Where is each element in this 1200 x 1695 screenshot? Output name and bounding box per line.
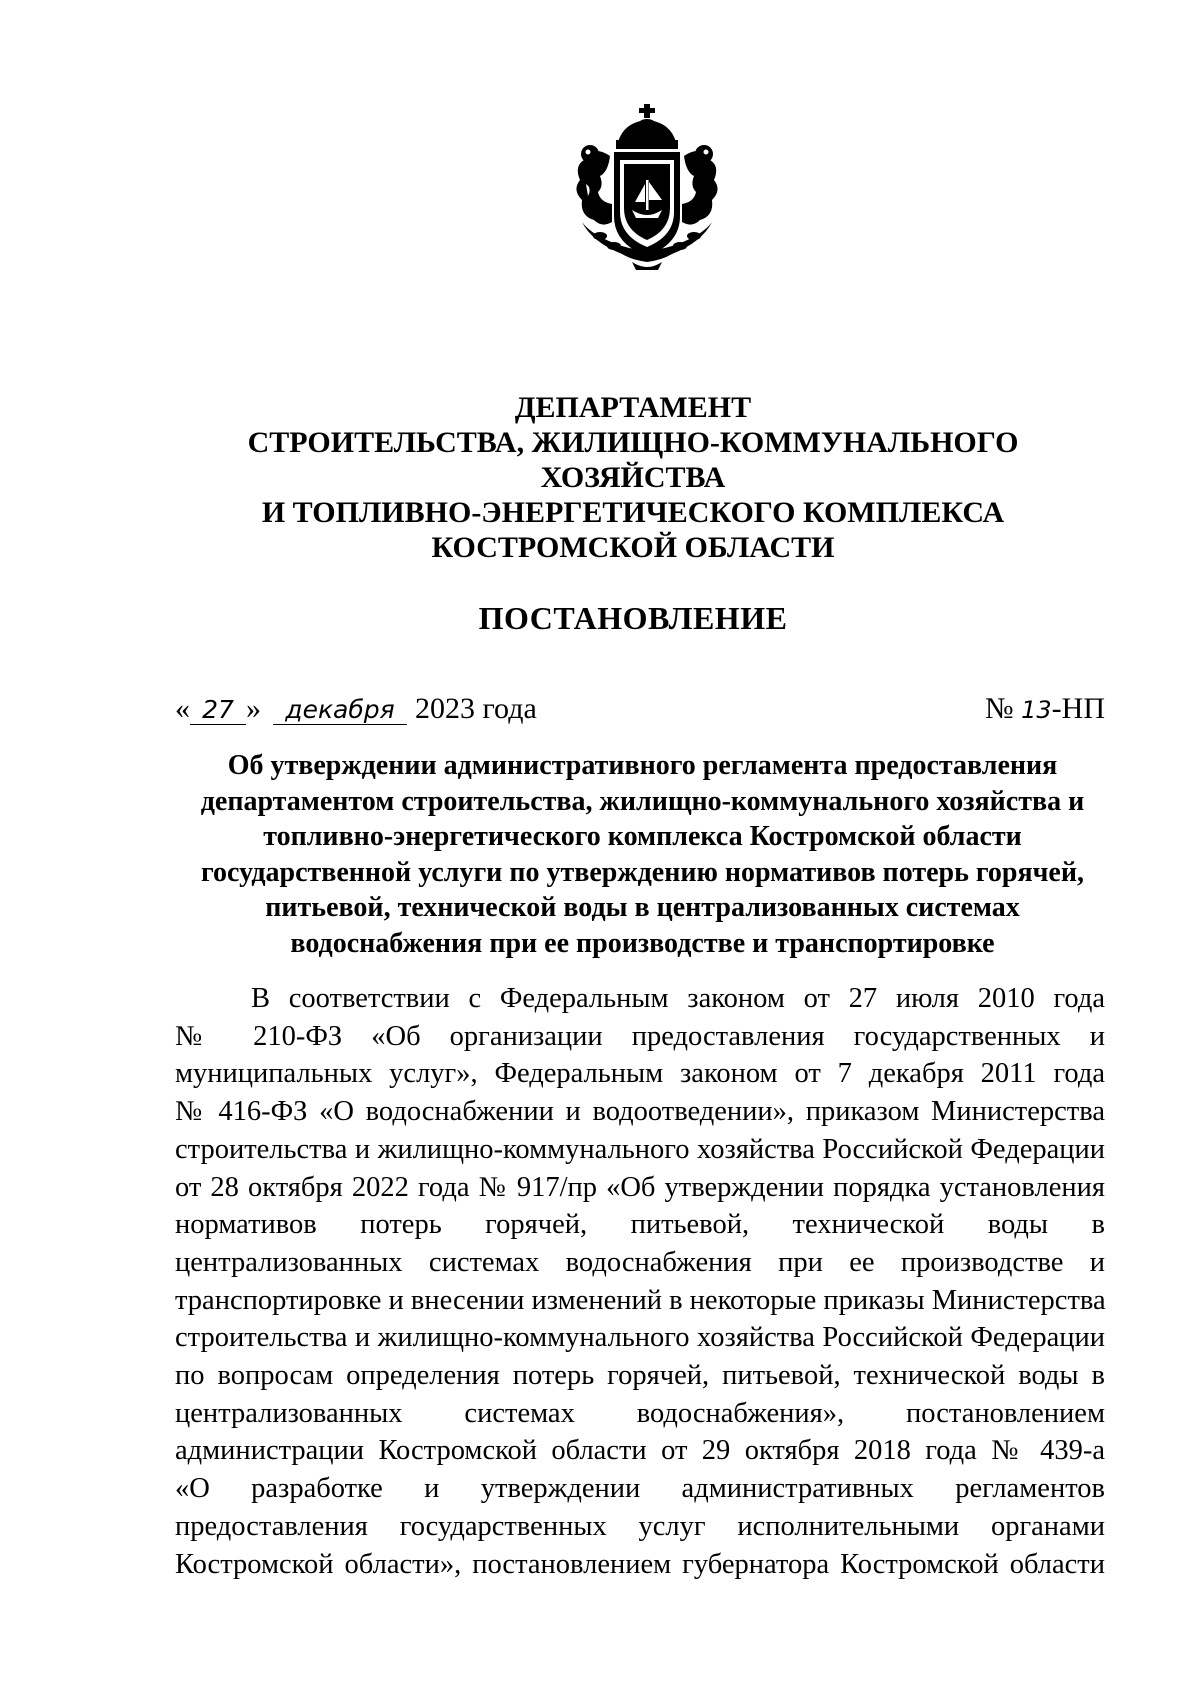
- subject-line: питьевой, технической воды в централизованных системах: [265, 892, 1020, 923]
- number-suffix: -НП: [1051, 692, 1105, 725]
- number-sign: №: [985, 692, 1014, 725]
- body-line: администрации Костромской области от 29 октября 2018 года № 439-а: [175, 1435, 1105, 1467]
- subject-line: департаментом строительства, жилищно-коммунального хозяйства и: [200, 785, 1085, 817]
- header-line-1: ДЕПАРТАМЕНТ: [514, 391, 752, 424]
- body-line: № 416-ФЗ «О водоснабжении и водоотведении», приказом Министерства: [175, 1096, 1105, 1128]
- document-subject: [190, 748, 1095, 961]
- subject-line: водоснабжения при ее производстве и транспортировке: [290, 927, 995, 959]
- date-year: 2023 года: [415, 692, 537, 725]
- date-number-line: [175, 692, 1105, 726]
- body-line: строительства и жилищно-коммунального хозяйства Российской Федерации: [175, 1322, 1105, 1354]
- body-line: по вопросам определения потерь горячей, питьевой, технической воды в: [175, 1360, 1105, 1392]
- date-month-handwritten: декабря: [273, 695, 407, 725]
- body-line: предоставления государственных услуг исполнительными органами: [175, 1510, 1105, 1542]
- body-line: централизованных системах водоснабжения», постановлением: [175, 1397, 1105, 1429]
- body-line: строительства и жилищно-коммунального хозяйства Российской Федерации: [175, 1133, 1105, 1165]
- body-line: транспортировке и внесении изменений в некоторые приказы Министерства: [175, 1284, 1106, 1316]
- header-line-4: КОСТРОМСКОЙ ОБЛАСТИ: [431, 531, 835, 564]
- body-line: В соответствии с Федеральным законом от 27 июля 2010 года: [251, 983, 1105, 1014]
- body-line: № 210-ФЗ «Об организации предоставления государственных и: [175, 1020, 1105, 1052]
- date-close-quote: »: [246, 692, 261, 725]
- body-line: «О разработке и утверждении административных регламентов: [175, 1473, 1105, 1505]
- header-line-3: И ТОПЛИВНО-ЭНЕРГЕТИЧЕСКОГО КОМПЛЕКСА: [261, 496, 1005, 529]
- header-line-2: СТРОИТЕЛЬСТВА, ЖИЛИЩНО-КОММУНАЛЬНОГО ХОЗЯЙСТВА: [247, 426, 1019, 494]
- subject-line: топливно-энергетического комплекса Костромской области: [263, 821, 1022, 852]
- body-text: [175, 980, 1105, 1583]
- body-line: Костромской области», постановлением губернатора Костромской области: [175, 1548, 1105, 1580]
- document-number: [985, 692, 1105, 726]
- body-line: централизованных системах водоснабжения при ее производстве и: [175, 1246, 1105, 1278]
- document-date: [175, 692, 537, 726]
- body-line: нормативов потерь горячей, питьевой, технической воды в: [175, 1209, 1105, 1241]
- body-line: от 28 октября 2022 года № 917/пр «Об утверждении порядка установления: [175, 1171, 1105, 1203]
- number-value-handwritten: 13: [1021, 696, 1052, 724]
- document-type-title: ПОСТАНОВЛЕНИЕ: [478, 600, 788, 636]
- coat-of-arms-icon: [552, 104, 742, 274]
- date-day-handwritten: 27: [190, 695, 246, 725]
- subject-line: государственной услуги по утверждению нормативов потерь горячей,: [201, 856, 1084, 888]
- date-open-quote: «: [175, 692, 190, 725]
- department-header: [160, 390, 1106, 565]
- body-line: муниципальных услуг», Федеральным законом от 7 декабря 2011 года: [175, 1058, 1105, 1090]
- subject-line: Об утверждении административного регламента предоставления: [227, 750, 1058, 781]
